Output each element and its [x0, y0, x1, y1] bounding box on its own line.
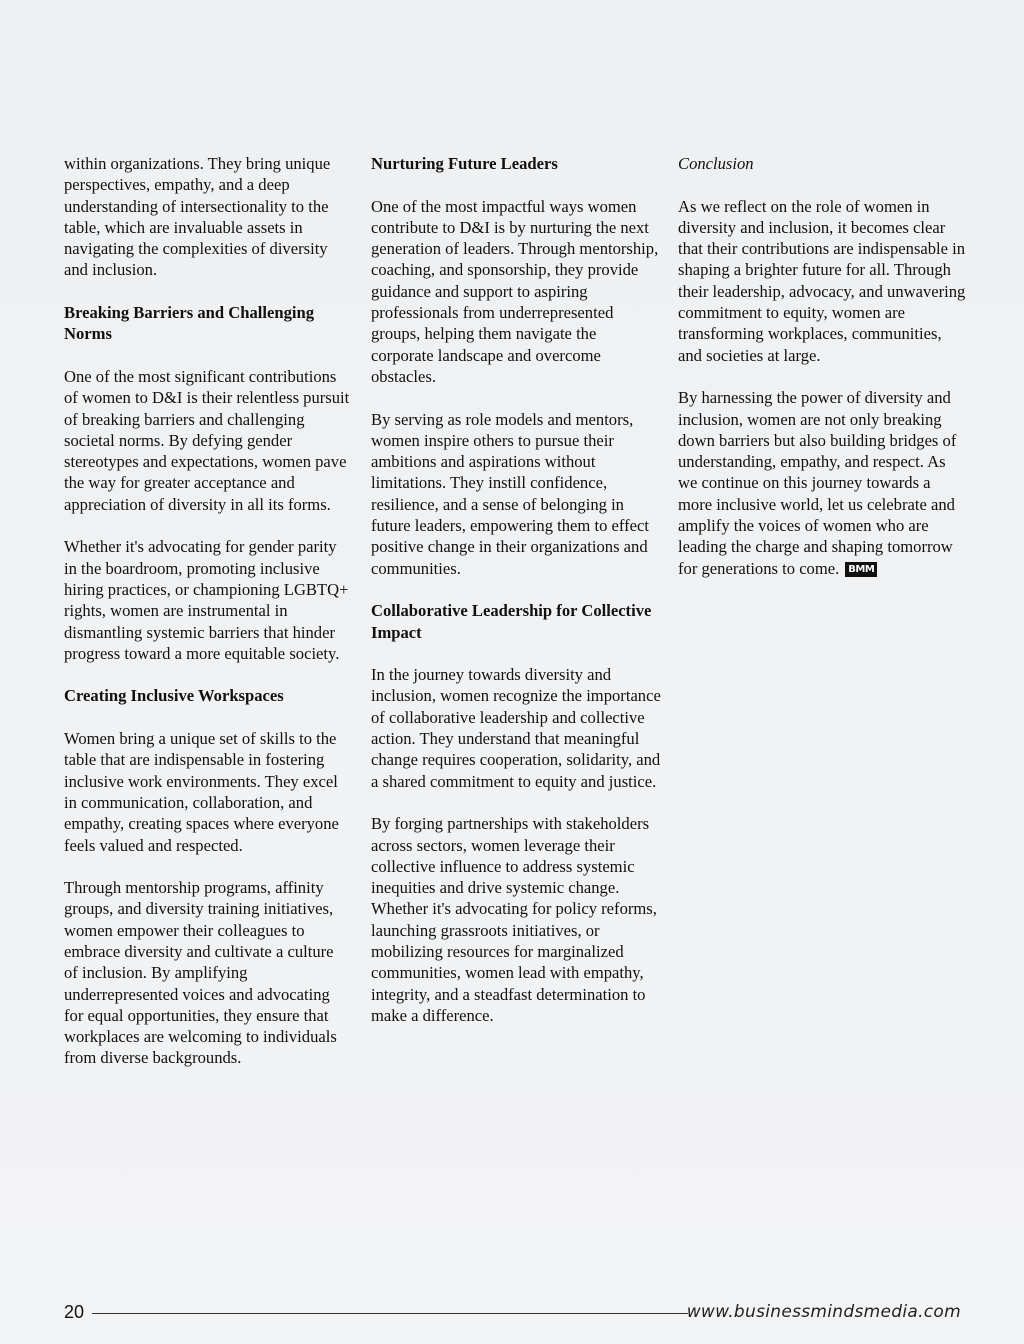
paragraph: As we reflect on the role of women in diversity and inclusion, it becomes clear that their contributions are indispensable in shaping a brighter future for all. Through their leadership, advocacy, and unwavering commitment to equity, women are transforming workplaces, communities, and societies at large. — [678, 196, 966, 365]
page-number: 20 — [64, 1302, 85, 1322]
section-heading: Breaking Barriers and Challenging Norms — [64, 303, 315, 344]
paragraph: within organizations. They bring unique perspectives, empathy, and a deep understanding of intersectionality to the table, which are invaluable assets in navigating the complexities of diversity and inclusion. — [64, 154, 331, 280]
article-column-2 — [371, 153, 661, 1047]
paragraph-text: By harnessing the power of diversity and inclusion, women are not only breaking down barriers but also building bridges of understanding, empathy, and respect. As we continue on this journey towards a more inclusive world, let us celebrate and amplify the voices of women who are leading the charge and shaping tomorrow for generations to come. — [678, 388, 957, 578]
article-column-3 — [678, 153, 968, 600]
section-heading: Nurturing Future Leaders — [371, 154, 558, 173]
footer-divider — [92, 1313, 688, 1314]
paragraph: By forging partnerships with stakeholders across sectors, women leverage their collective influence to address systemic inequities and drive systemic change. Whether it's advocating for policy reforms, launching grassroots initiatives, or mobilizing resources for marginalized communities, women lead with empathy, integrity, and a steadfast determination to make a difference. — [371, 814, 657, 1025]
paragraph: Through mentorship programs, affinity groups, and diversity training initiatives, women empower their colleagues to embrace diversity and cultivate a culture of inclusion. By amplifying underrepresented voices and advocating for equal opportunities, they ensure that workplaces are welcoming to individuals from diverse backgrounds. — [64, 878, 337, 1068]
paragraph: By serving as role models and mentors, women inspire others to pursue their ambitions and aspirations without limitations. They instill confidence, resilience, and a sense of belonging in future leaders, empowering them to effect positive change in their organizations and communities. — [371, 409, 649, 578]
paragraph: Women bring a unique set of skills to the table that are indispensable in fostering inclusive work environments. They excel in communication, collaboration, and empathy, creating spaces where everyone feels valued and respected. — [64, 729, 339, 855]
paragraph: In the journey towards diversity and inclusion, women recognize the importance of collaborative leadership and collective action. They understand that meaningful change requires cooperation, solidarity, and a shared commitment to equity and justice. — [371, 665, 661, 791]
section-heading: Collaborative Leadership for Collective Impact — [371, 601, 652, 642]
paragraph-final — [678, 387, 968, 579]
bmm-end-mark: BMM — [845, 562, 877, 577]
section-heading: Creating Inclusive Workspaces — [64, 686, 284, 706]
paragraph: Whether it's advocating for gender parity in the boardroom, promoting inclusive hiring practices, or championing LGBTQ+ rights, women are instrumental in dismantling systemic barriers that hinder progress toward a more equitable society. — [64, 537, 349, 663]
article-column-1 — [64, 153, 350, 1090]
paragraph: One of the most significant contributions of women to D&I is their relentless pursuit of breaking barriers and challenging societal norms. By defying gender stereotypes and expectations, women pave the way for greater acceptance and appreciation of diversity in all its forms. — [64, 366, 350, 514]
paragraph: One of the most impactful ways women contribute to D&I is by nurturing the next generation of leaders. Through mentorship, coaching, and sponsorship, they provide guidance and support to aspiring professionals from underrepresented groups, helping them navigate the corporate landscape and overcome obstacles. — [371, 196, 659, 386]
section-heading-conclusion: Conclusion — [678, 154, 754, 173]
website-url: www.businessmindsmedia.com — [686, 1302, 961, 1322]
